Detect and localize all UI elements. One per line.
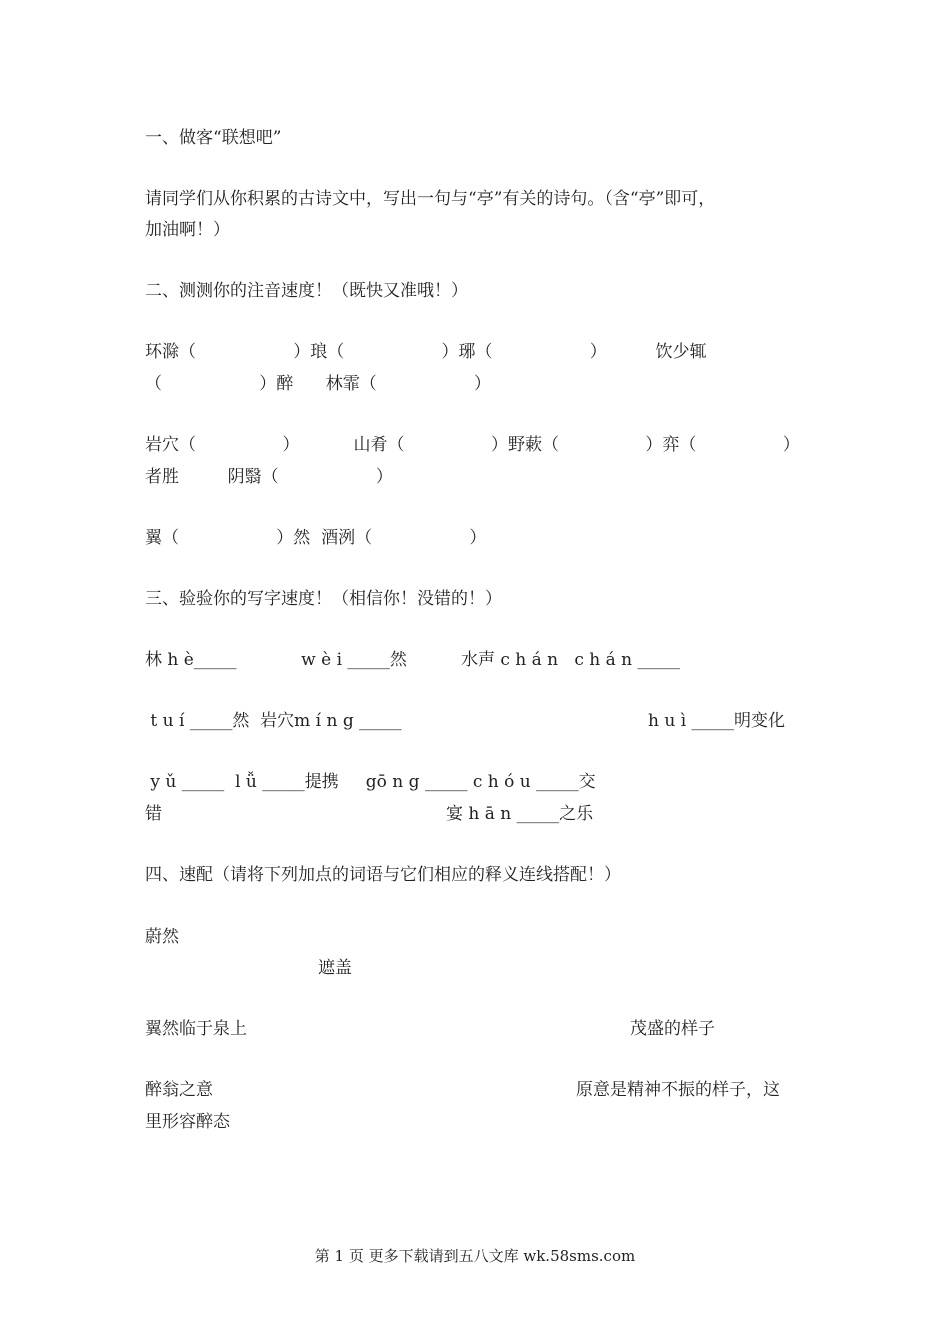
pinyin-row2-line1: 岩穴（ ） 山肴（ ）野蔌（ ）弈（ ） [145,435,800,455]
pinyin-row2-line2: 者胜 阴翳（ ） [145,467,393,487]
section1-instruction-line2: 加油啊！） [145,220,230,240]
section1-instruction-line1: 请同学们从你积累的古诗文中，写出一句与“亭”有关的诗句。（含“亭”即可， [145,189,716,209]
writing-row3-line2-left: 错 [145,804,162,824]
page-footer: 第 1 页 更多下载请到五八文库 wk.58sms.com [314,1247,636,1265]
section3-heading: 三、验验你的写字速度！（相信你！没错的！） [145,589,502,609]
writing-row2-left: t u í _____然 岩穴m í n g _____ [145,711,402,731]
section2-heading: 二、测测你的注音速度！（既快又准哦！） [145,281,468,301]
match-left-item: 蔚然 [145,927,179,947]
match-right-item: 原意是精神不振的样子，这 [576,1080,780,1100]
writing-row1: 林 h è_____ w è i _____然 水声 c h á n c h á n _____ [145,650,681,670]
match-left-item: 翼然临于泉上 [145,1019,247,1039]
writing-row3-line1: y ǔ _____ l ǚ _____提携 gō n g _____ c h ó u _____交 [145,772,596,792]
pinyin-row3: 翼（ ）然 酒洌（ ） [145,528,487,548]
match-right-item: 遮盖 [318,958,352,978]
pinyin-row1-line2: （ ）醉 林霏（ ） [145,374,491,394]
section1-heading: 一、做客“联想吧” [145,128,282,148]
match-right-item-continued: 里形容醉态 [145,1112,230,1132]
match-right-item: 茂盛的样子 [630,1019,715,1039]
match-left-item: 醉翁之意 [145,1080,213,1100]
section4-heading: 四、速配（请将下列加点的词语与它们相应的释义连线搭配！） [145,865,621,885]
writing-row3-line2-right: 宴 h ā n _____之乐 [446,804,594,824]
pinyin-row1-line1: 环滁（ ）琅（ ）琊（ ） 饮少辄 [145,342,707,362]
writing-row2-right: h u ì _____明变化 [648,711,786,731]
